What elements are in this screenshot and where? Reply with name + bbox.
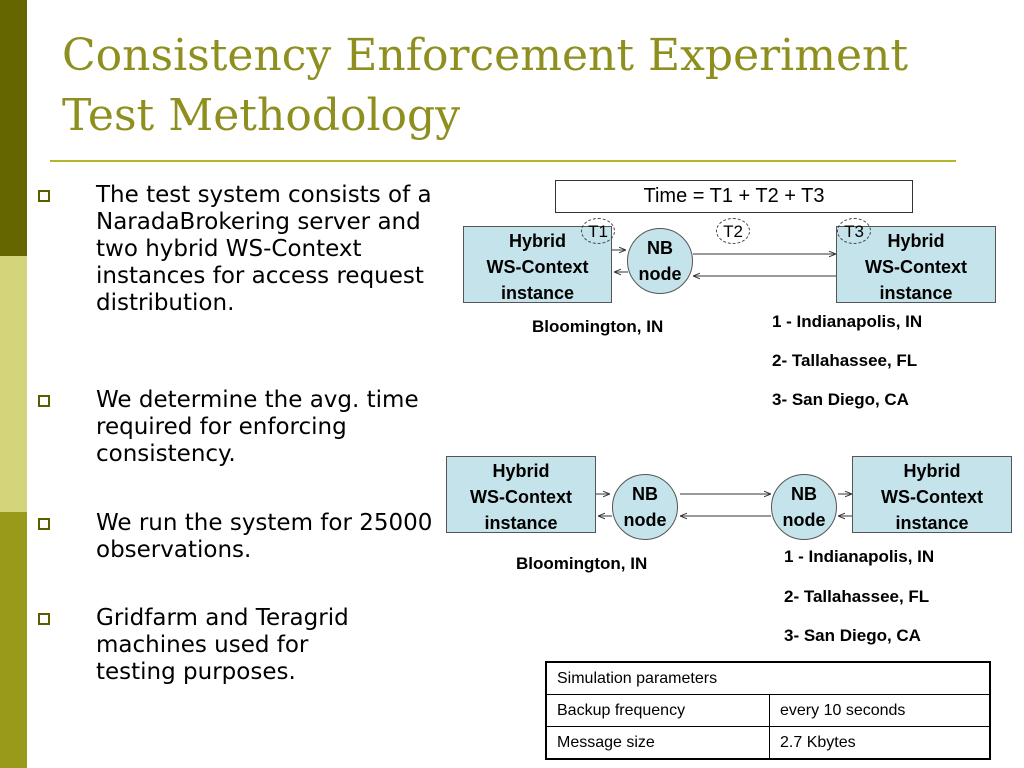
table-header-cell: Simulation parameters [546,662,990,695]
box-label-line: instance [895,513,969,533]
node-label-line: NB [791,484,817,504]
box-label-line: WS-Context [470,487,572,507]
nb-node-left [612,474,678,540]
box-label-line: WS-Context [865,257,967,277]
box-label-line: instance [484,513,558,533]
node-label-line: NB [647,238,673,258]
box-label-line: instance [500,283,575,303]
box-label-line: WS-Context [881,487,983,507]
simulation-parameters-table [545,661,991,760]
bottom-right-location-3: 3- San Diego, CA [784,626,921,645]
box-label-line: Hybrid [903,461,961,481]
nb-node-right [771,474,837,540]
top-right-location-1: 1 - Indianapolis, IN [772,312,923,331]
node-label-line: node [638,264,682,284]
bullet-text: We run the system for 25000 observations. [96,510,433,563]
table-cell-value: every 10 seconds [770,695,991,727]
t1-label: T1 [581,218,615,244]
top-left-location: Bloomington, IN [532,317,664,336]
top-right-location-3: 3- San Diego, CA [772,390,909,409]
table-cell-label: Message size [546,727,770,760]
title-line-1: Consistency Enforcement Experiment [62,30,909,81]
bottom-right-location-1: 1 - Indianapolis, IN [784,547,935,566]
box-label-line: Hybrid [887,231,945,251]
node-label-line: NB [632,484,658,504]
t3-label: T3 [837,218,871,244]
bullet-text: Gridfarm and Teragrid machines used for testing purposes. [96,605,349,685]
top-right-location-2: 2- Tallahassee, FL [772,351,918,370]
box-label-line: instance [879,283,953,303]
hybrid-ws-context-box-right [852,456,1012,533]
bullet-text: The test system consists of a NaradaBrokering server and two hybrid WS-Context instances for access request distribution. [96,182,432,316]
table-header-row [546,662,990,695]
nb-node [627,228,693,294]
bottom-right-location-2: 2- Tallahassee, FL [784,587,930,606]
table-cell-value: 2.7 Kbytes [770,727,991,760]
box-label-line: WS-Context [486,257,589,277]
box-label-line: Hybrid [508,231,566,251]
title-line-2: Test Methodology [62,90,461,141]
t2-label: T2 [716,218,750,244]
time-formula-box: Time = T1 + T2 + T3 [555,180,913,213]
box-label-line: Hybrid [492,461,550,481]
node-label-line: node [782,510,826,530]
hybrid-ws-context-box-left [446,456,596,533]
node-label-line: node [623,510,667,530]
table-cell-label: Backup frequency [546,695,770,727]
bullet-text: We determine the avg. time required for enforcing consistency. [96,387,419,467]
bottom-left-location: Bloomington, IN [516,554,648,573]
table-row [546,727,990,760]
table-row [546,695,990,727]
